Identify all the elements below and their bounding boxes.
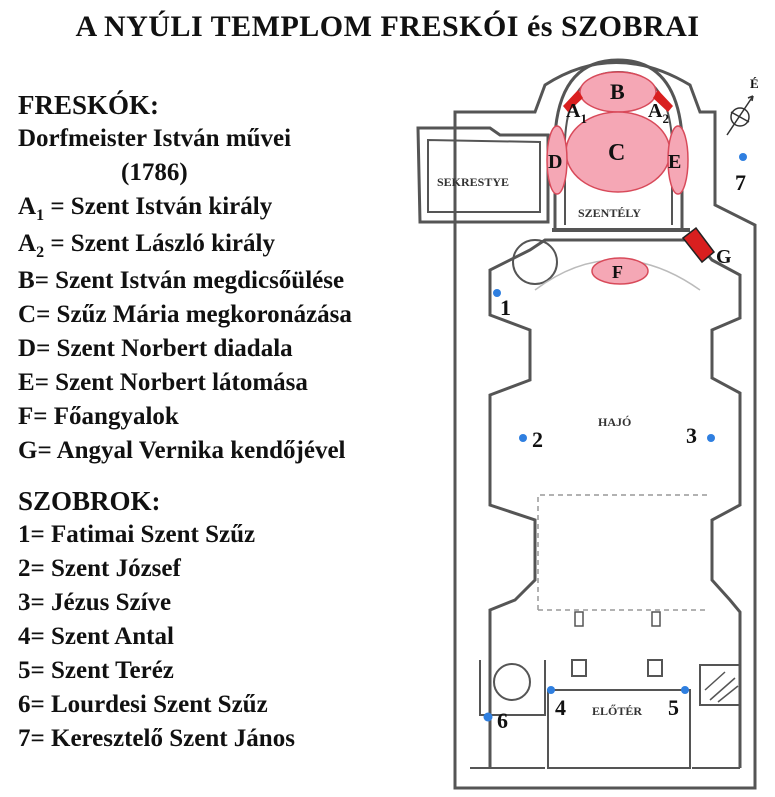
legend-fresco-d: D= Szent Norbert diadala [18, 335, 293, 362]
statue-4-marker [547, 686, 555, 694]
statues-heading: SZOBROK: [18, 486, 161, 516]
statue-label-1: 1 [500, 295, 511, 320]
page-title: A NYÚLI TEMPLOM FRESKÓI és SZOBRAI [75, 10, 700, 43]
room-label-vestibule: ELŐTÉR [592, 704, 643, 718]
statue-label-5: 5 [668, 695, 679, 720]
legend-statue-2: 2= Szent József [18, 555, 181, 582]
fresco-label-e: E [668, 151, 682, 173]
fresco-year: (1786) [121, 159, 188, 186]
statue-3-marker [707, 434, 715, 442]
statue-markers [484, 153, 748, 722]
statue-label-2: 2 [532, 427, 543, 452]
statue-6-marker [484, 713, 493, 722]
statue-2-marker [519, 434, 527, 442]
room-label-sanctuary: SZENTÉLY [578, 206, 641, 220]
legend-fresco-e: E= Szent Norbert látomása [18, 369, 308, 396]
room-label-sacristy: SEKRESTYE [437, 175, 510, 189]
fresco-label-b: B [610, 79, 625, 104]
statue-label-6: 6 [497, 708, 508, 733]
legend-fresco-a2: $A_2$ = Szent László király [18, 230, 275, 261]
frescoes-heading: FRESKÓK: [18, 90, 160, 120]
legend-statue-5: 5= Szent Teréz [18, 657, 174, 684]
statue-7-marker [739, 153, 747, 161]
room-label-nave: HAJÓ [598, 415, 632, 429]
legend-fresco-b: B= Szent István megdicsőülése [18, 267, 345, 294]
legend-fresco-g: G= Angyal Vernika kendőjével [18, 437, 346, 464]
compass-icon [727, 96, 753, 135]
fresco-label-a1: $A_1$ [566, 100, 587, 126]
statue-5-marker [681, 686, 689, 694]
legend-fresco-c: C= Szűz Mária megkoronázása [18, 301, 352, 328]
fresco-label-f: F [612, 262, 623, 282]
compass-north-label: É [750, 76, 759, 91]
statue-label-4: 4 [555, 695, 566, 720]
legend-statue-1: 1= Fatimai Szent Szűz [18, 521, 256, 548]
legend-statue-4: 4= Szent Antal [18, 623, 174, 650]
legend-statue-6: 6= Lourdesi Szent Szűz [18, 691, 268, 718]
legend-fresco-f: F= Főangyalok [18, 403, 179, 430]
fresco-label-c: C [608, 140, 626, 166]
legend-statue-7: 7= Keresztelő Szent János [18, 725, 295, 752]
legend-fresco-a1: $A_1$ = Szent István király [18, 193, 273, 224]
fresco-label-g: G [716, 246, 732, 268]
fresco-label-a2: $A_2$ [648, 100, 669, 126]
fresco-label-d: D [548, 151, 563, 173]
statue-label-7: 7 [735, 170, 746, 195]
fresco-artist: Dorfmeister István művei [18, 125, 292, 152]
statue-label-3: 3 [686, 423, 697, 448]
legend-statue-3: 3= Jézus Szíve [18, 589, 172, 616]
